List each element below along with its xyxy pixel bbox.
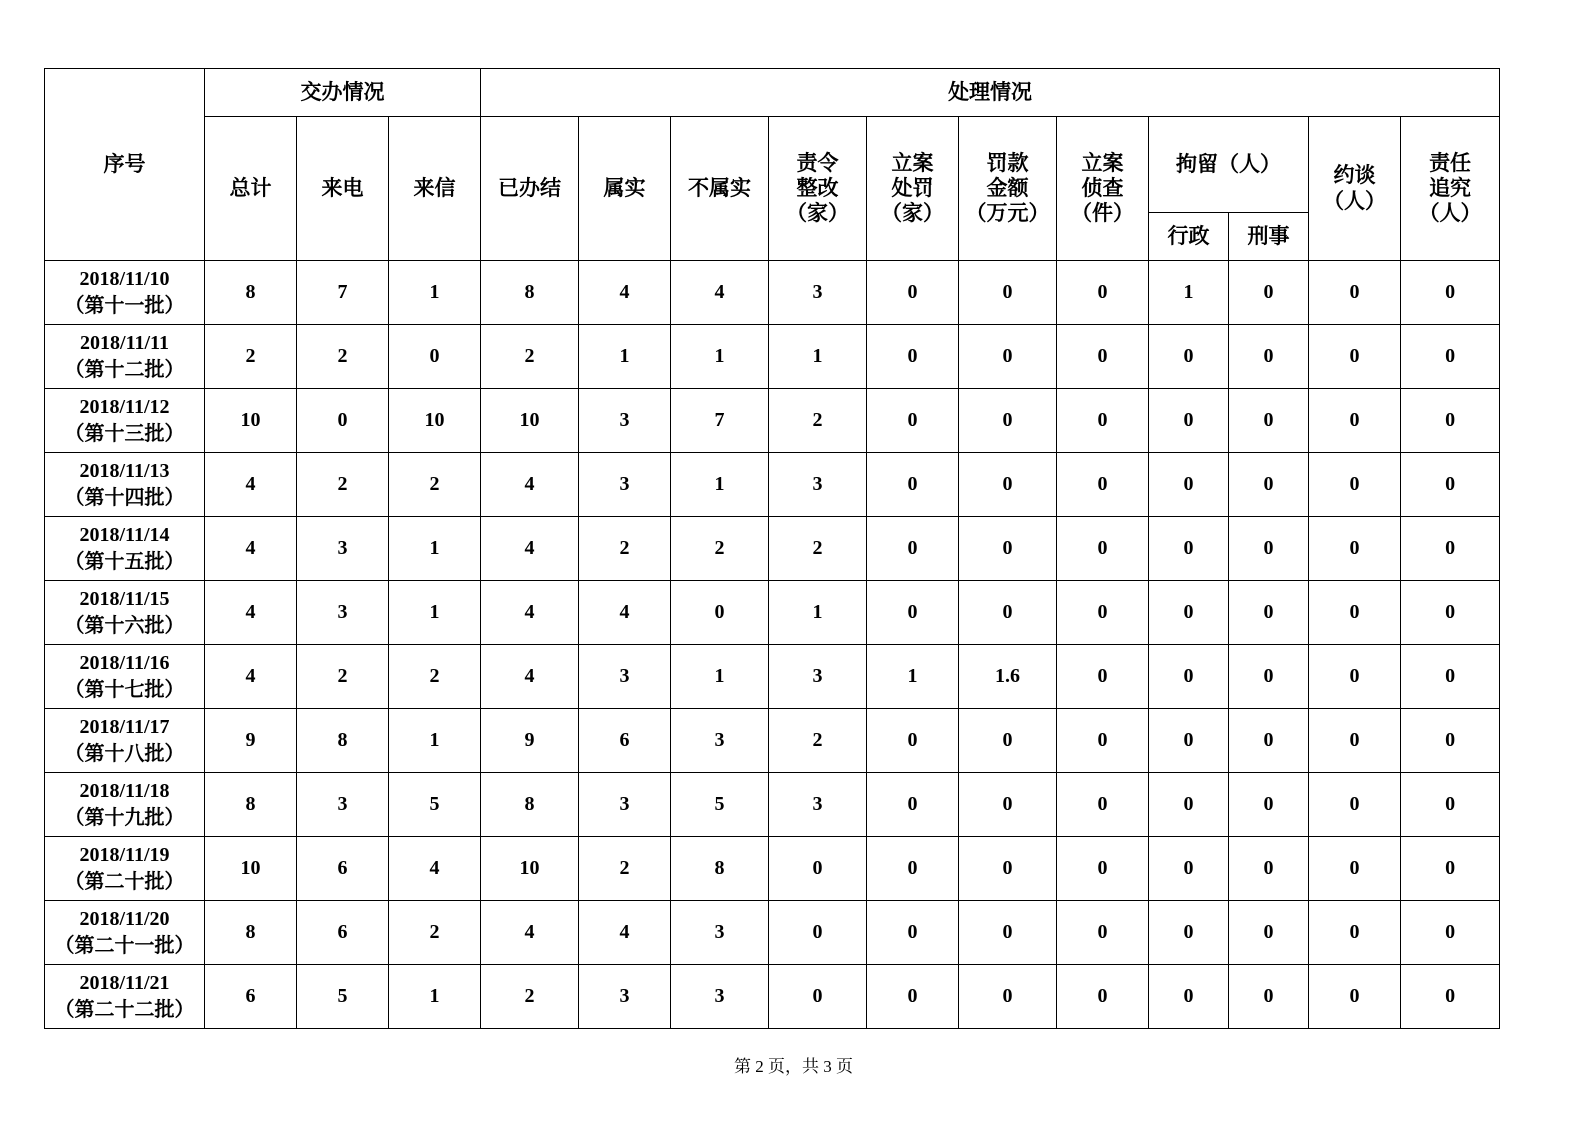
cell-total: 4 [205,581,297,645]
row-label [45,389,205,453]
cell-true-case: 3 [579,645,671,709]
cell-interview: 0 [1309,965,1401,1029]
table-header [45,69,1500,261]
table-row [45,773,1500,837]
cell-done: 4 [481,901,579,965]
cell-true-case: 6 [579,709,671,773]
header-penalty [867,117,959,261]
cell-accountability: 0 [1401,645,1500,709]
row-date: 2018/11/21 [79,971,170,994]
cell-rectify: 2 [769,389,867,453]
cell-true-case: 4 [579,901,671,965]
cell-total: 8 [205,773,297,837]
cell-investigate: 0 [1057,581,1149,645]
row-batch: （第十二批） [64,358,185,381]
cell-call: 6 [297,837,389,901]
cell-accountability: 0 [1401,325,1500,389]
cell-done: 9 [481,709,579,773]
cell-total: 4 [205,517,297,581]
cell-interview: 0 [1309,453,1401,517]
row-batch: （第十七批） [64,678,185,701]
cell-interview: 0 [1309,325,1401,389]
cell-fine: 0 [959,709,1057,773]
cell-accountability: 0 [1401,261,1500,325]
cell-detention-criminal: 0 [1229,517,1309,581]
header-investigate-line3: （件） [1071,201,1135,226]
cell-total: 4 [205,453,297,517]
cell-investigate: 0 [1057,837,1149,901]
cell-detention-criminal: 0 [1229,709,1309,773]
table-row [45,261,1500,325]
cell-letter: 5 [389,773,481,837]
cell-done: 2 [481,965,579,1029]
header-interview-line1: 约谈 [1333,163,1376,188]
row-date: 2018/11/20 [79,907,170,930]
complaint-summary-table [44,68,1500,1029]
cell-false-case: 5 [671,773,769,837]
header-fine-line1: 罚款 [986,150,1029,175]
table-row [45,965,1500,1029]
header-rectify [769,117,867,261]
cell-interview: 0 [1309,261,1401,325]
row-date: 2018/11/19 [79,843,170,866]
cell-fine: 0 [959,773,1057,837]
row-label [45,581,205,645]
cell-fine: 0 [959,965,1057,1029]
cell-false-case: 3 [671,901,769,965]
cell-accountability: 0 [1401,581,1500,645]
cell-detention-admin: 0 [1149,965,1229,1029]
cell-call: 5 [297,965,389,1029]
table-row [45,645,1500,709]
cell-detention-admin: 0 [1149,581,1229,645]
cell-detention-criminal: 0 [1229,581,1309,645]
cell-false-case: 1 [671,325,769,389]
cell-detention-criminal: 0 [1229,389,1309,453]
cell-call: 6 [297,901,389,965]
cell-rectify: 1 [769,325,867,389]
cell-true-case: 3 [579,965,671,1029]
row-batch: （第十九批） [64,806,185,829]
cell-call: 2 [297,645,389,709]
cell-penalty: 0 [867,965,959,1029]
header-detention-criminal: 刑事 [1229,213,1309,261]
cell-rectify: 3 [769,453,867,517]
cell-false-case: 7 [671,389,769,453]
header-penalty-line2: 处罚 [891,175,934,200]
cell-total: 4 [205,645,297,709]
row-date: 2018/11/15 [79,587,170,610]
row-date: 2018/11/16 [79,651,170,674]
cell-interview: 0 [1309,837,1401,901]
cell-interview: 0 [1309,645,1401,709]
cell-true-case: 4 [579,581,671,645]
row-date: 2018/11/10 [79,267,170,290]
header-true-case: 属实 [579,117,671,261]
cell-investigate: 0 [1057,325,1149,389]
cell-false-case: 3 [671,709,769,773]
cell-false-case: 0 [671,581,769,645]
cell-penalty: 0 [867,517,959,581]
row-date: 2018/11/14 [79,523,170,546]
cell-penalty: 0 [867,901,959,965]
cell-true-case: 2 [579,837,671,901]
row-label [45,453,205,517]
cell-call: 8 [297,709,389,773]
header-group-assign: 交办情况 [205,69,481,117]
cell-total: 10 [205,389,297,453]
cell-detention-criminal: 0 [1229,453,1309,517]
cell-accountability: 0 [1401,773,1500,837]
row-label [45,901,205,965]
cell-total: 6 [205,965,297,1029]
cell-total: 8 [205,901,297,965]
cell-true-case: 3 [579,773,671,837]
cell-interview: 0 [1309,901,1401,965]
cell-detention-admin: 0 [1149,389,1229,453]
cell-investigate: 0 [1057,453,1149,517]
cell-investigate: 0 [1057,965,1149,1029]
cell-detention-admin: 0 [1149,645,1229,709]
cell-investigate: 0 [1057,645,1149,709]
cell-investigate: 0 [1057,389,1149,453]
row-batch: （第十八批） [64,742,185,765]
cell-rectify: 2 [769,517,867,581]
row-batch: （第二十批） [64,870,185,893]
cell-penalty: 0 [867,837,959,901]
cell-call: 3 [297,773,389,837]
cell-detention-admin: 0 [1149,325,1229,389]
cell-done: 10 [481,837,579,901]
cell-true-case: 3 [579,389,671,453]
cell-detention-admin: 0 [1149,453,1229,517]
cell-fine: 0 [959,389,1057,453]
cell-letter: 1 [389,581,481,645]
cell-detention-criminal: 0 [1229,645,1309,709]
cell-letter: 1 [389,709,481,773]
cell-letter: 10 [389,389,481,453]
cell-letter: 1 [389,517,481,581]
row-label [45,325,205,389]
cell-done: 8 [481,261,579,325]
cell-fine: 0 [959,261,1057,325]
header-investigate-line2: 侦查 [1081,175,1124,200]
header-investigate [1057,117,1149,261]
row-batch: （第十六批） [64,614,185,637]
cell-rectify: 3 [769,773,867,837]
cell-call: 0 [297,389,389,453]
table-body [45,261,1500,1029]
header-rectify-line3: （家） [786,201,850,226]
row-batch: （第十五批） [64,550,185,573]
cell-fine: 0 [959,837,1057,901]
cell-false-case: 4 [671,261,769,325]
cell-accountability: 0 [1401,901,1500,965]
cell-investigate: 0 [1057,901,1149,965]
cell-rectify: 3 [769,261,867,325]
cell-false-case: 1 [671,453,769,517]
cell-detention-criminal: 0 [1229,261,1309,325]
cell-penalty: 1 [867,645,959,709]
header-letter: 来信 [389,117,481,261]
cell-detention-admin: 0 [1149,517,1229,581]
cell-done: 10 [481,389,579,453]
cell-letter: 2 [389,901,481,965]
header-fine-line2: 金额 [986,175,1029,200]
header-penalty-line3: （家） [881,201,945,226]
cell-fine: 0 [959,901,1057,965]
table-row [45,901,1500,965]
header-penalty-line1: 立案 [891,150,934,175]
row-label [45,261,205,325]
row-batch: （第十四批） [64,486,185,509]
cell-letter: 4 [389,837,481,901]
table-row [45,837,1500,901]
cell-interview: 0 [1309,773,1401,837]
row-batch: （第十三批） [64,422,185,445]
cell-true-case: 4 [579,261,671,325]
cell-true-case: 3 [579,453,671,517]
cell-penalty: 0 [867,261,959,325]
table-row [45,453,1500,517]
cell-accountability: 0 [1401,837,1500,901]
cell-false-case: 1 [671,645,769,709]
cell-fine: 0 [959,517,1057,581]
table-row [45,517,1500,581]
cell-true-case: 1 [579,325,671,389]
row-label [45,517,205,581]
cell-interview: 0 [1309,581,1401,645]
cell-rectify: 0 [769,965,867,1029]
header-seq: 序号 [45,69,205,261]
header-detention-admin: 行政 [1149,213,1229,261]
header-fine-line3: （万元） [965,201,1050,226]
cell-false-case: 3 [671,965,769,1029]
cell-letter: 2 [389,645,481,709]
row-label [45,645,205,709]
row-batch: （第十一批） [64,294,185,317]
cell-letter: 2 [389,453,481,517]
table-row [45,389,1500,453]
cell-detention-admin: 0 [1149,709,1229,773]
cell-fine: 0 [959,453,1057,517]
cell-rectify: 0 [769,901,867,965]
cell-detention-admin: 0 [1149,901,1229,965]
row-label [45,837,205,901]
cell-total: 9 [205,709,297,773]
cell-total: 10 [205,837,297,901]
header-detention: 拘留（人） [1149,117,1309,213]
cell-call: 7 [297,261,389,325]
header-fine [959,117,1057,261]
cell-fine: 0 [959,581,1057,645]
cell-done: 4 [481,581,579,645]
cell-fine: 0 [959,325,1057,389]
cell-false-case: 2 [671,517,769,581]
cell-penalty: 0 [867,389,959,453]
cell-detention-criminal: 0 [1229,901,1309,965]
header-accountability [1401,117,1500,261]
cell-accountability: 0 [1401,709,1500,773]
header-false-case: 不属实 [671,117,769,261]
cell-done: 2 [481,325,579,389]
header-interview-line2: （人） [1323,188,1387,213]
header-group-handle: 处理情况 [481,69,1500,117]
row-label [45,773,205,837]
cell-investigate: 0 [1057,517,1149,581]
cell-done: 4 [481,517,579,581]
cell-letter: 0 [389,325,481,389]
table-row [45,581,1500,645]
row-date: 2018/11/17 [79,715,170,738]
header-row-groups [45,69,1500,117]
cell-detention-criminal: 0 [1229,773,1309,837]
cell-call: 3 [297,581,389,645]
row-batch: （第二十二批） [54,998,195,1021]
row-date: 2018/11/12 [79,395,170,418]
cell-false-case: 8 [671,837,769,901]
cell-letter: 1 [389,965,481,1029]
cell-done: 4 [481,645,579,709]
cell-detention-admin: 0 [1149,837,1229,901]
cell-detention-criminal: 0 [1229,325,1309,389]
header-total: 总计 [205,117,297,261]
cell-investigate: 0 [1057,261,1149,325]
header-done: 已办结 [481,117,579,261]
row-date: 2018/11/18 [79,779,170,802]
cell-accountability: 0 [1401,517,1500,581]
cell-interview: 0 [1309,709,1401,773]
header-interview [1309,117,1401,261]
cell-penalty: 0 [867,709,959,773]
cell-rectify: 2 [769,709,867,773]
row-batch: （第二十一批） [54,934,195,957]
cell-rectify: 3 [769,645,867,709]
cell-rectify: 0 [769,837,867,901]
cell-penalty: 0 [867,773,959,837]
header-rectify-line2: 整改 [796,175,839,200]
cell-letter: 1 [389,261,481,325]
cell-call: 3 [297,517,389,581]
header-call: 来电 [297,117,389,261]
cell-accountability: 0 [1401,389,1500,453]
row-label [45,965,205,1029]
header-rectify-line1: 责令 [796,150,839,175]
cell-total: 8 [205,261,297,325]
cell-call: 2 [297,453,389,517]
page-footer: 第 2 页，共 3 页 [734,1057,853,1076]
row-label [45,709,205,773]
header-investigate-line1: 立案 [1081,150,1124,175]
cell-accountability: 0 [1401,453,1500,517]
cell-interview: 0 [1309,517,1401,581]
header-row-main [45,117,1500,213]
header-accountability-line1: 责任 [1429,150,1472,175]
cell-detention-admin: 1 [1149,261,1229,325]
row-date: 2018/11/11 [80,331,169,354]
cell-rectify: 1 [769,581,867,645]
cell-true-case: 2 [579,517,671,581]
cell-detention-criminal: 0 [1229,965,1309,1029]
table-row [45,709,1500,773]
cell-detention-criminal: 0 [1229,837,1309,901]
header-accountability-line2: 追究 [1429,175,1472,200]
cell-done: 8 [481,773,579,837]
cell-total: 2 [205,325,297,389]
cell-fine: 1.6 [959,645,1057,709]
cell-investigate: 0 [1057,709,1149,773]
cell-call: 2 [297,325,389,389]
cell-penalty: 0 [867,581,959,645]
header-accountability-line3: （人） [1418,201,1482,226]
cell-penalty: 0 [867,453,959,517]
row-date: 2018/11/13 [79,459,170,482]
cell-investigate: 0 [1057,773,1149,837]
table-row [45,325,1500,389]
cell-accountability: 0 [1401,965,1500,1029]
cell-done: 4 [481,453,579,517]
cell-detention-admin: 0 [1149,773,1229,837]
cell-penalty: 0 [867,325,959,389]
cell-interview: 0 [1309,389,1401,453]
